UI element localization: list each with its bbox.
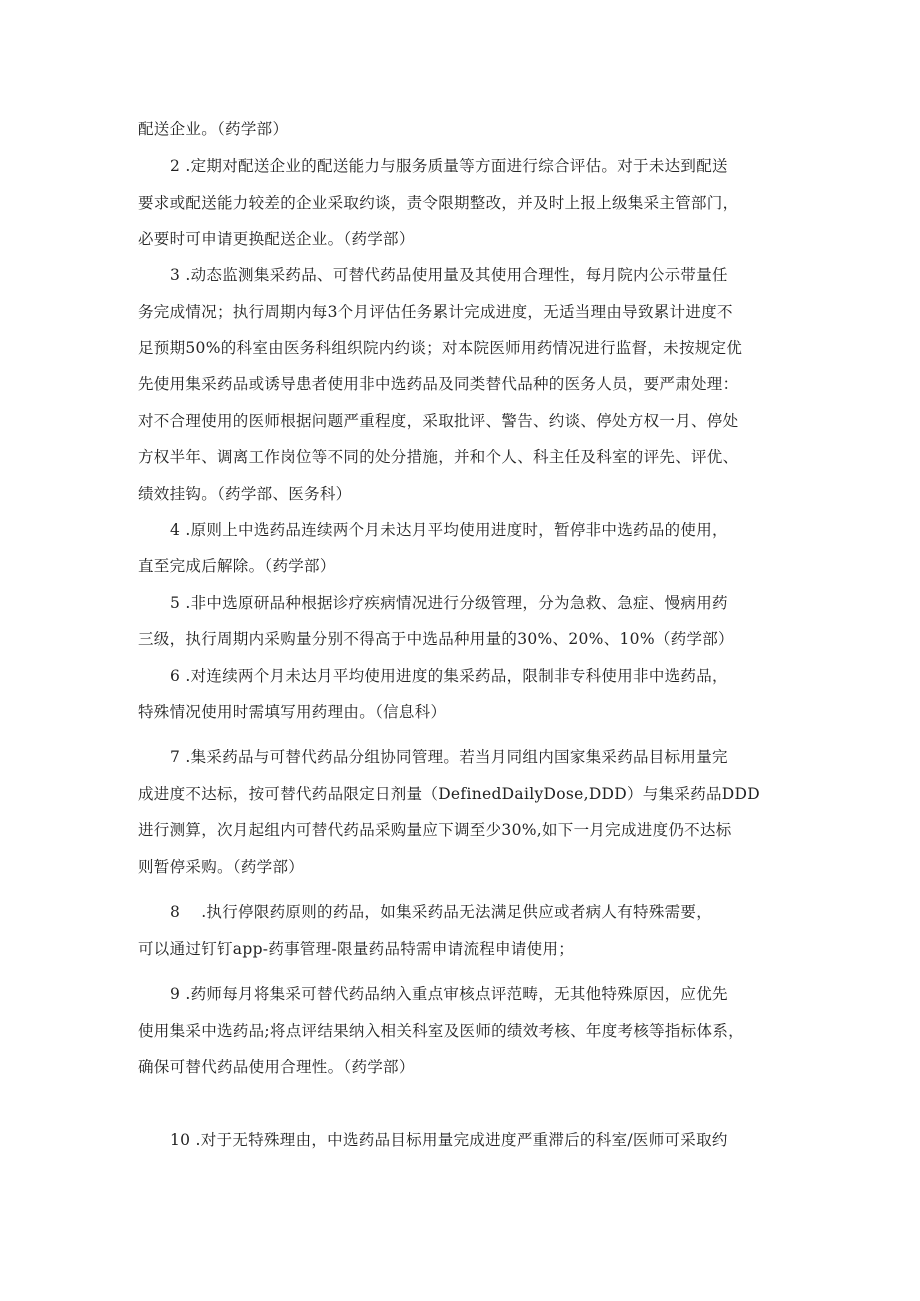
text-line: 7 .集采药品与可替代药品分组协同管理。若当月同组内国家集采药品目标用量完	[170, 748, 728, 766]
text-line: 则暂停采购。（药学部）	[138, 858, 305, 876]
text-line: 9 .药师每月将集采可替代药品纳入重点审核点评范畴，无其他特殊原因，应优先	[170, 985, 728, 1003]
text-line: 足预期50%的科室由医务科组织院内约谈；对本院医师用药情况进行监督，未按规定优	[138, 339, 743, 357]
text-line: 务完成情况；执行周期内每3个月评估任务累计完成进度，无适当理由导致累计进度不	[138, 303, 733, 321]
text-line: 对不合理使用的医师根据问题严重程度，采取批评、警告、约谈、停处方权一月、停处	[138, 412, 739, 430]
text-line: 进行测算，次月起组内可替代药品采购量应下调至少30%,如下一月完成进度仍不达标	[138, 821, 732, 839]
text-line: 使用集采中选药品;将点评结果纳入相关科室及医师的绩效考核、年度考核等指标体系，	[138, 1022, 744, 1040]
text-line: 绩效挂钩。（药学部、医务科）	[138, 485, 352, 503]
text-line: 可以通过钉钉app-药事管理-限量药品特需申请流程申请使用；	[138, 940, 575, 958]
text-line: 特殊情况使用时需填写用药理由。（信息科）	[138, 703, 447, 721]
text-line: 2 .定期对配送企业的配送能力与服务质量等方面进行综合评估。对于未达到配送	[170, 157, 728, 175]
text-line: 8 .执行停限药原则的药品，如集采药品无法满足供应或者病人有特殊需要，	[170, 903, 713, 921]
text-line: 成进度不达标，按可替代药品限定日剂量（DefinedDailyDose,DDD）与集采药品DDD	[138, 785, 760, 803]
text-line: 6 .对连续两个月未达月平均使用进度的集采药品，限制非专科使用非中选药品，	[170, 667, 728, 685]
text-line: 要求或配送能力较差的企业采取约谈，责令限期整改，并及时上报上级集采主管部门，	[138, 194, 739, 212]
text-line: 10 .对于无特殊理由，中选药品目标用量完成进度严重滞后的科室/医师可采取约	[170, 1131, 728, 1149]
text-line: 确保可替代药品使用合理性。（药学部）	[138, 1058, 415, 1076]
text-line: 配送企业。（药学部）	[138, 120, 289, 138]
text-line: 3 .动态监测集采药品、可替代药品使用量及其使用合理性，每月院内公示带量任	[170, 266, 728, 284]
text-line: 方权半年、调离工作岗位等不同的处分措施，并和个人、科主任及科室的评先、评优、	[138, 448, 739, 466]
text-line: 4 .原则上中选药品连续两个月未达月平均使用进度时，暂停非中选药品的使用，	[170, 521, 728, 539]
text-line: 直至完成后解除。（药学部）	[138, 557, 336, 575]
text-line: 先使用集采药品或诱导患者使用非中选药品及同类替代品种的医务人员，要严肃处理：	[138, 375, 739, 393]
text-line: 必要时可申请更换配送企业。（药学部）	[138, 230, 415, 248]
text-line: 三级，执行周期内采购量分别不得高于中选品种用量的30%、20%、10%（药学部）	[138, 630, 734, 648]
text-line: 5 .非中选原研品种根据诊疗疾病情况进行分级管理，分为急救、急症、慢病用药	[170, 594, 728, 612]
